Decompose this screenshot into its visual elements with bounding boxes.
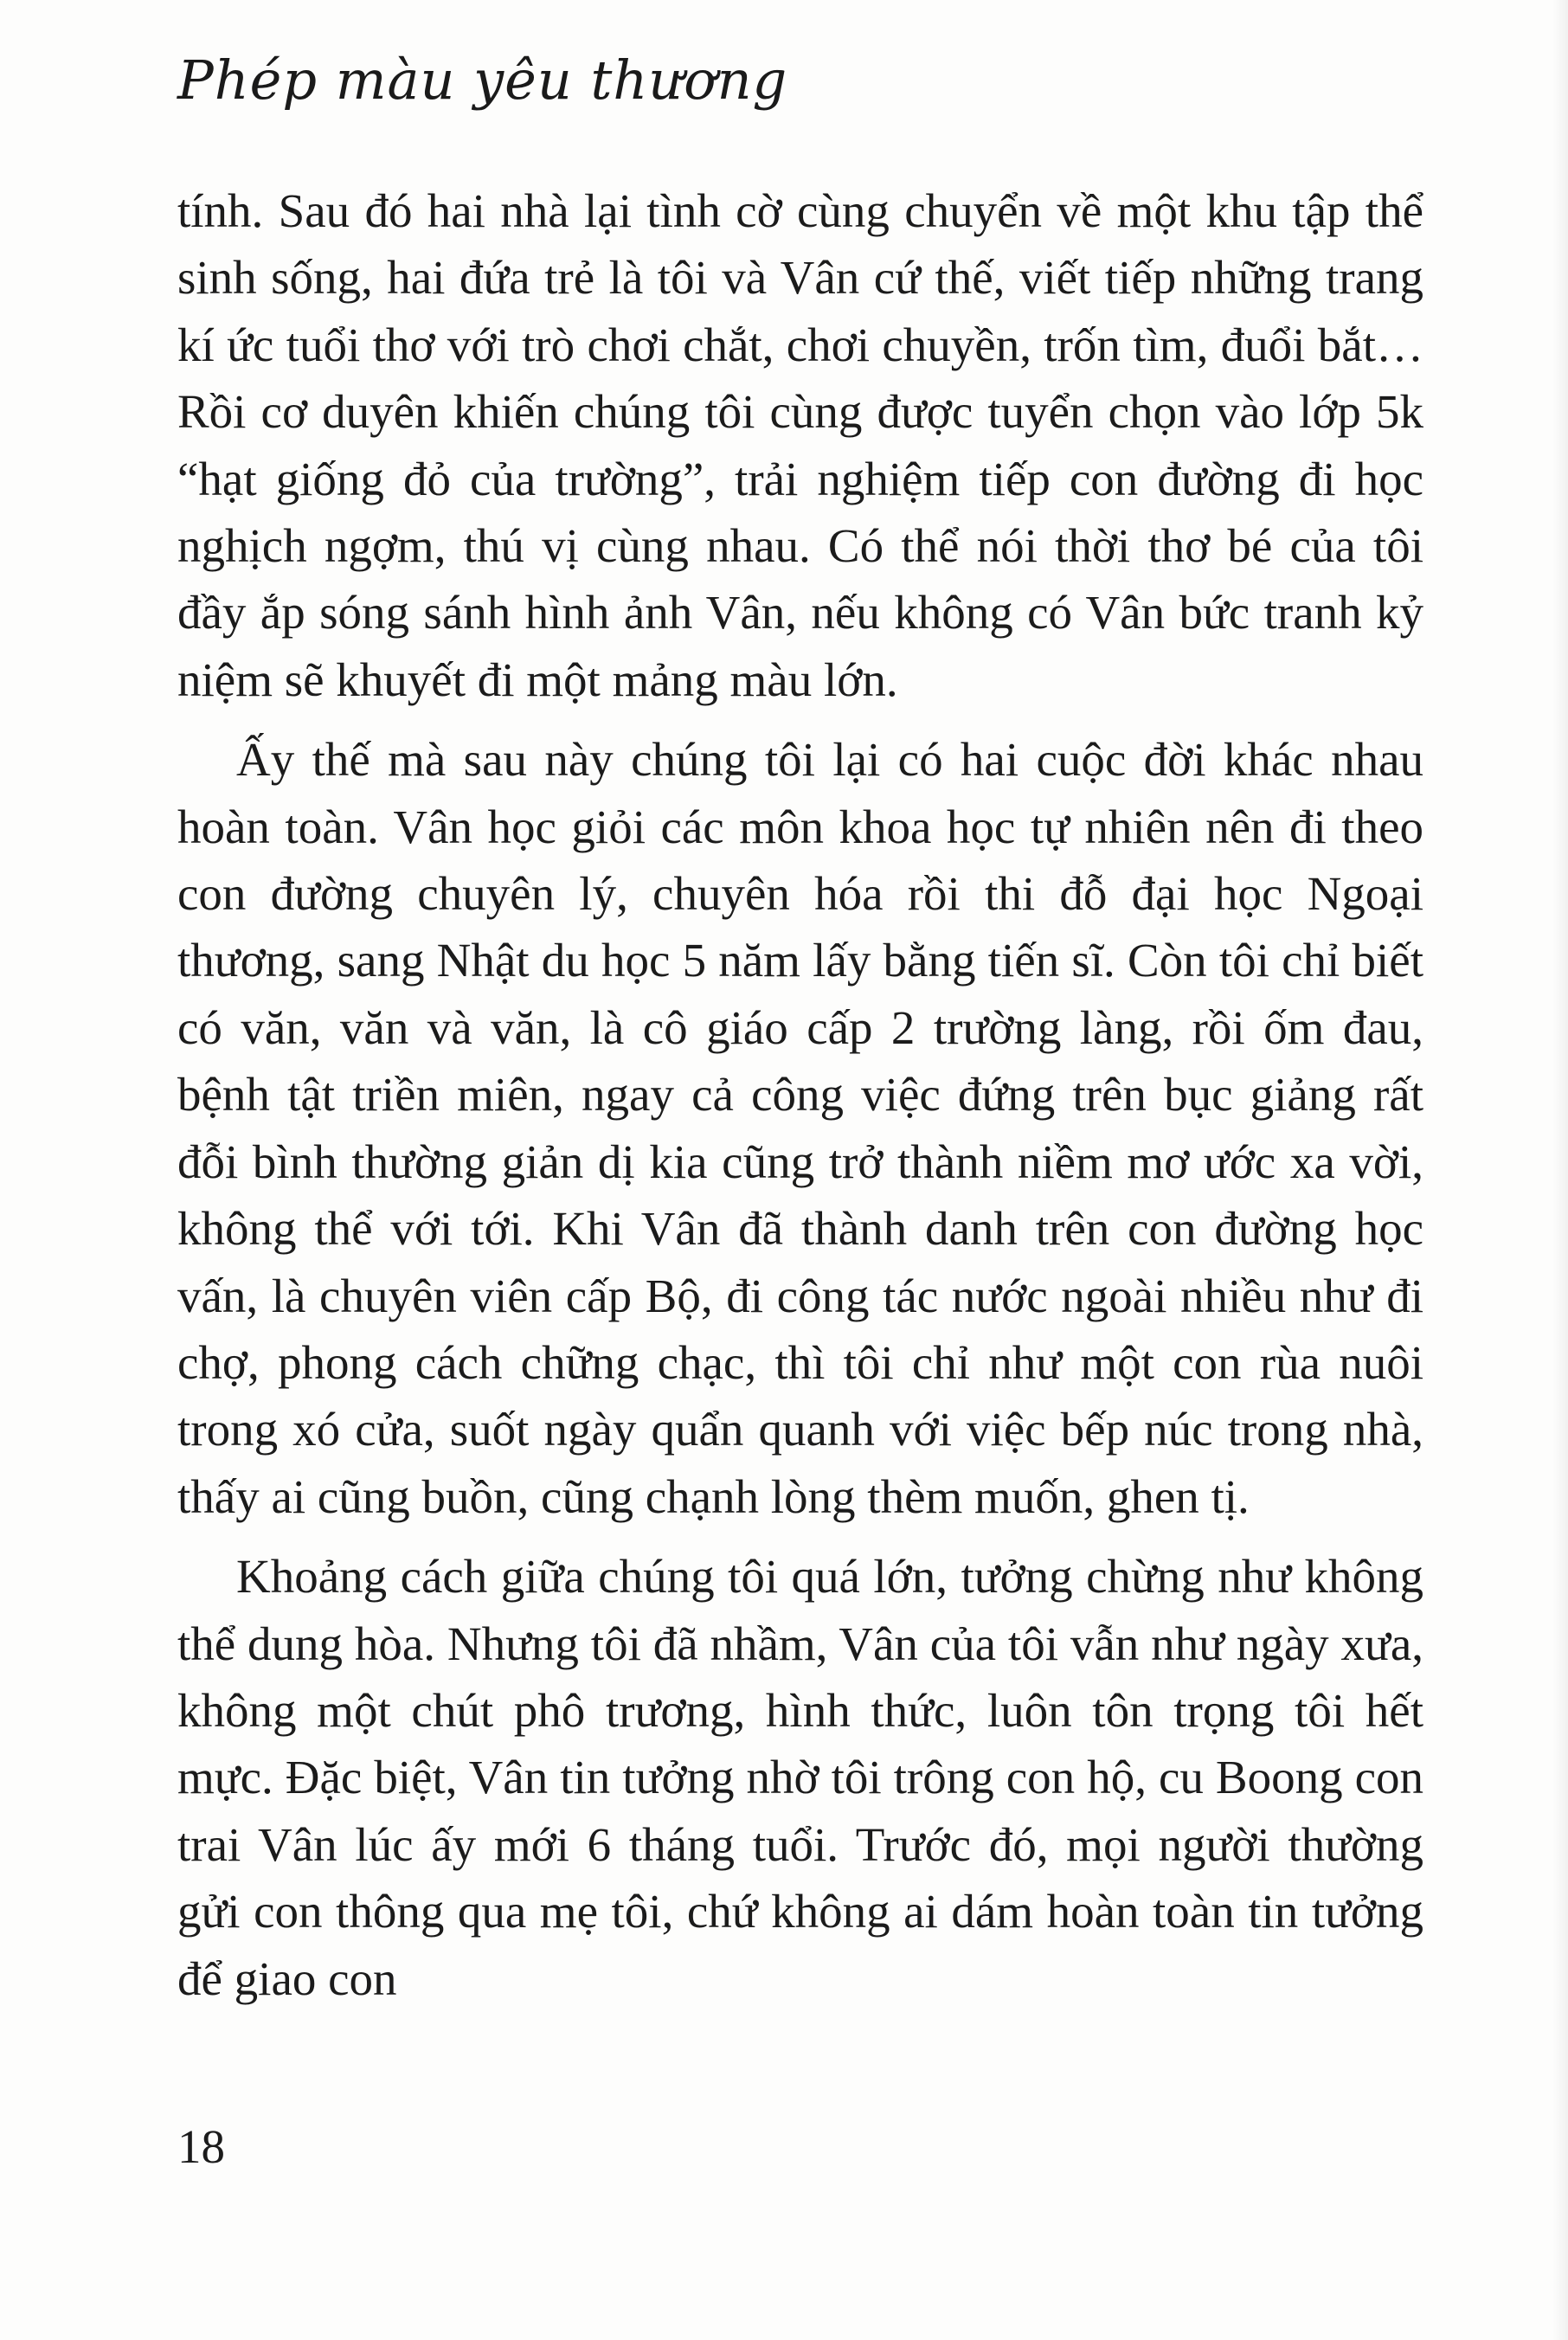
paragraph-1: tính. Sau đó hai nhà lại tình cờ cùng chuyển về một khu tập thể sinh sống, hai đứa trẻ là tôi và Vân cứ thế, viết tiếp những trang kí ức tuổi thơ với trò chơi chắt, chơi chuyền, trốn tìm, đuổi bắt… Rồi cơ duyên khiến chúng tôi cùng được tuyển chọn vào lớp 5k “hạt giống đỏ của trường”, trải nghiệm tiếp con đường đi học nghịch ngợm, thú vị cùng nhau. Có thể nói thời thơ bé của tôi đầy ắp sóng sánh hình ảnh Vân, nếu không có Vân bức tranh kỷ niệm sẽ khuyết đi một mảng màu lớn. — [177, 184, 1423, 706]
page-number: 18 — [177, 2120, 225, 2173]
paragraph-2: Ấy thế mà sau này chúng tôi lại có hai cuộc đời khác nhau hoàn toàn. Vân học giỏi các môn khoa học tự nhiên nên đi theo con đường chuyên lý, chuyên hóa rồi thi đỗ đại học Ngoại thương, sang Nhật du học 5 năm lấy bằng tiến sĩ. Còn tôi chỉ biết có văn, văn và văn, là cô giáo cấp 2 trường làng, rồi ốm đau, bệnh tật triền miên, ngay cả công việc đứng trên bục giảng rất đỗi bình thường giản dị kia cũng trở thành niềm mơ ước xa vời, không thể với tới. Khi Vân đã thành danh trên con đường học vấn, là chuyên viên cấp Bộ, đi công tác nước ngoài nhiều như đi chợ, phong cách chững chạc, thì tôi chỉ như một con rùa nuôi trong xó cửa, suốt ngày quẩn quanh với việc bếp núc trong nhà, thấy ai cũng buồn, cũng chạnh lòng thèm muốn, ghen tị. — [177, 733, 1423, 1523]
running-header-title: Phép màu yêu thương — [177, 48, 788, 112]
body-text — [177, 177, 1423, 2025]
paragraph-3: Khoảng cách giữa chúng tôi quá lớn, tưởng chừng như không thể dung hòa. Nhưng tôi đã nhầm, Vân của tôi vẫn như ngày xưa, không một chút phô trương, hình thức, luôn tôn trọng tôi hết mực. Đặc biệt, Vân tin tưởng nhờ tôi trông con hộ, cu Boong con trai Vân lúc ấy mới 6 tháng tuổi. Trước đó, mọi người thường gửi con thông qua mẹ tôi, chứ không ai dám hoàn toàn tin tưởng để giao con — [177, 1550, 1423, 2005]
